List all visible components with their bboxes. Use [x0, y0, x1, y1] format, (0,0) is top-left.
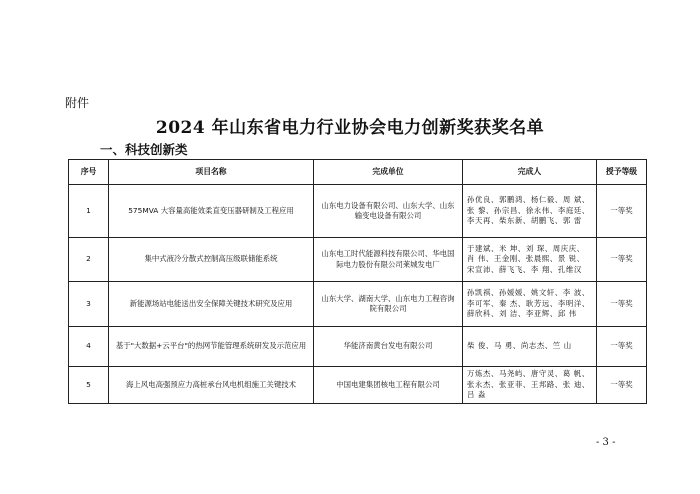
row-no: 5 [69, 367, 109, 404]
table-row [69, 367, 647, 404]
row-level: 一等奖 [597, 367, 647, 404]
row-people: 柴 俊、马 勇、尚志杰、竺 山 [463, 327, 597, 367]
table-row [69, 327, 647, 367]
award-table [68, 159, 647, 404]
row-project: 海上风电高强预应力高桩承台风电机组施工关键技术 [109, 367, 314, 404]
header-project: 项目名称 [109, 160, 314, 185]
row-units: 山东电工时代能源科技有限公司、华电国际电力股份有限公司莱城发电厂 [314, 238, 463, 282]
table-row [69, 238, 647, 282]
row-people: 万炼杰、马尧屿、唐守灵、葛 帆、张永杰、张亚菲、王邦路、张 迪、吕 淼 [463, 367, 597, 404]
table-row [69, 282, 647, 327]
row-people: 于建斌、米 坤、刘 琛、周庆庆、肖 伟、王金刚、张晨熙、景 锐、宋宣沛、薛飞飞、李 翔、孔维汉 [463, 238, 597, 282]
header-units: 完成单位 [314, 160, 463, 185]
header-no: 序号 [69, 160, 109, 185]
document-title: 2024 年山东省电力行业协会电力创新奖获奖名单 [155, 118, 545, 138]
header-level: 授予等级 [597, 160, 647, 185]
row-people: 孙凯祺、孙媛媛、姚文轩、李 波、李可军、秦 杰、耿芳远、李明洋、薛欣科、刘 洁、李亚辉、邱 伟 [463, 282, 597, 327]
row-units: 中国电建集团核电工程有限公司 [314, 367, 463, 404]
table-header-row [69, 160, 647, 185]
row-people: 孙优良、郭鹏鸿、杨仁毅、周 斌、张 黎、孙宗昌、徐永伟、李庭廷、李天再、柴东新、胡鹏飞、郭 雷 [463, 185, 597, 238]
row-units: 山东大学、湖南大学、山东电力工程咨询院有限公司 [314, 282, 463, 327]
row-units: 华能济南黄台发电有限公司 [314, 327, 463, 367]
table-row [69, 185, 647, 238]
header-people: 完成人 [463, 160, 597, 185]
row-project: 集中式液冷分散式控制高压级联储能系统 [109, 238, 314, 282]
row-level: 一等奖 [597, 185, 647, 238]
row-no: 2 [69, 238, 109, 282]
attachment-label: 附件 [65, 96, 90, 110]
row-level: 一等奖 [597, 282, 647, 327]
row-no: 3 [69, 282, 109, 327]
row-project: 新能源场站电能送出安全保障关键技术研究及应用 [109, 282, 314, 327]
row-project: 575MVA 大容量高能效柔直变压器研制及工程应用 [109, 185, 314, 238]
page-number: - 3 - [596, 437, 616, 448]
row-project: 基于"大数据+云平台"的热网节能管理系统研发及示范应用 [109, 327, 314, 367]
row-level: 一等奖 [597, 327, 647, 367]
row-no: 4 [69, 327, 109, 367]
row-no: 1 [69, 185, 109, 238]
row-units: 山东电力设备有限公司、山东大学、山东输变电设备有限公司 [314, 185, 463, 238]
row-level: 一等奖 [597, 238, 647, 282]
section-heading: 一、科技创新类 [100, 142, 188, 157]
